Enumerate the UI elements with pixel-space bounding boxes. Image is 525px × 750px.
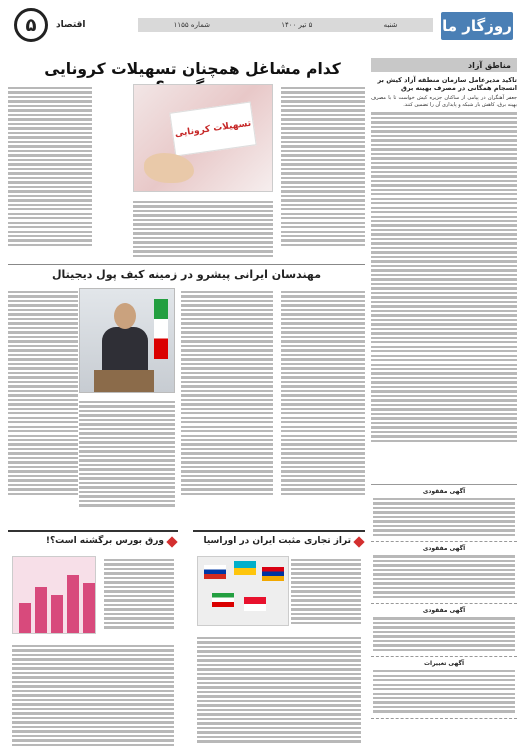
- news-box-eurasia: [193, 530, 365, 742]
- news-box-bourse: [8, 530, 178, 742]
- ad-title: آگهی مفقودی: [422, 545, 466, 553]
- ad-item: [371, 542, 517, 604]
- speaker-head: [114, 303, 136, 329]
- flag-graphic: [262, 567, 284, 581]
- flag-graphic: [204, 565, 226, 579]
- date-label: ۵ تیر ۱۴۰۰: [281, 21, 313, 29]
- image-caption: تسهیلات کرونایی: [169, 102, 256, 157]
- second-headline: مهندسان ایرانی پیشرو در زمینه کیف پول دیجیتال: [51, 268, 322, 281]
- page-number: ۵: [14, 8, 48, 42]
- section-divider: [8, 264, 365, 265]
- box-body: [197, 637, 361, 745]
- column-intro: جعفر آهنگران در پیامی از ساکنان جزیره کیش خواست تا با مصرف بهینه برق، کاهش بار شبکه و پایداری آن را تضمین کنند.: [371, 94, 517, 109]
- box-body: [291, 559, 361, 626]
- box-headline: ورق بورس برگشته است؟!: [8, 532, 178, 548]
- flag-graphic: [212, 593, 234, 607]
- column-headline: تاکید مدیرعامل سازمان منطقه آزاد کیش بر انسجام همگانی در مصرف بهینه برق: [377, 76, 517, 93]
- ad-item: [371, 604, 517, 657]
- article-column: [281, 87, 365, 264]
- article-column: [8, 87, 92, 264]
- hand-graphic: [144, 153, 194, 183]
- stock-bar-graphic: [19, 603, 31, 633]
- main-headline: کدام مشاغل همچنان تسهیلات کرونایی: [44, 60, 341, 78]
- diamond-icon: [166, 536, 177, 547]
- box-body: [104, 559, 174, 631]
- stock-bar-graphic: [67, 575, 79, 633]
- section-header: مناطق آزاد: [371, 58, 517, 72]
- box-body: [12, 645, 174, 748]
- column-body-text: [371, 112, 517, 442]
- day-label: شنبه: [383, 21, 398, 29]
- bottom-news-row: [8, 530, 365, 742]
- stock-bar-graphic: [35, 587, 47, 633]
- article-column: [133, 201, 273, 259]
- iran-flag-graphic: [154, 299, 168, 359]
- newspaper-logo: روزگار ما: [441, 12, 513, 40]
- free-zones-column: [371, 58, 517, 742]
- article-column: [281, 291, 365, 497]
- box-headline: تراز تجاری مثبت ایران در اوراسیا: [193, 532, 365, 548]
- diamond-icon: [353, 536, 364, 547]
- ad-item: [371, 485, 517, 542]
- article-column: [181, 291, 273, 497]
- stock-bar-graphic: [51, 595, 63, 633]
- podium-graphic: [94, 370, 154, 392]
- ad-item: [371, 657, 517, 719]
- loan-photo: [133, 84, 273, 192]
- section-label: اقتصاد: [56, 20, 86, 30]
- classified-ads: [371, 484, 517, 742]
- second-article: [8, 288, 365, 523]
- flags-photo: [197, 556, 289, 626]
- article-column: [79, 401, 175, 509]
- flag-graphic: [234, 561, 256, 575]
- flag-graphic: [244, 597, 266, 611]
- issue-label: شماره ۱۱۵۵: [173, 21, 210, 29]
- date-bar: [138, 18, 433, 32]
- speaker-photo: [79, 288, 175, 393]
- article-column: [8, 291, 78, 497]
- main-article: [8, 84, 365, 264]
- ad-title: آگهی تغییرات: [423, 660, 465, 668]
- ad-title: آگهی مفقودی: [422, 607, 466, 615]
- stock-bar-graphic: [83, 583, 95, 633]
- page-header: [8, 8, 517, 48]
- stock-market-photo: [12, 556, 96, 634]
- ad-title: آگهی مفقودی: [422, 488, 466, 495]
